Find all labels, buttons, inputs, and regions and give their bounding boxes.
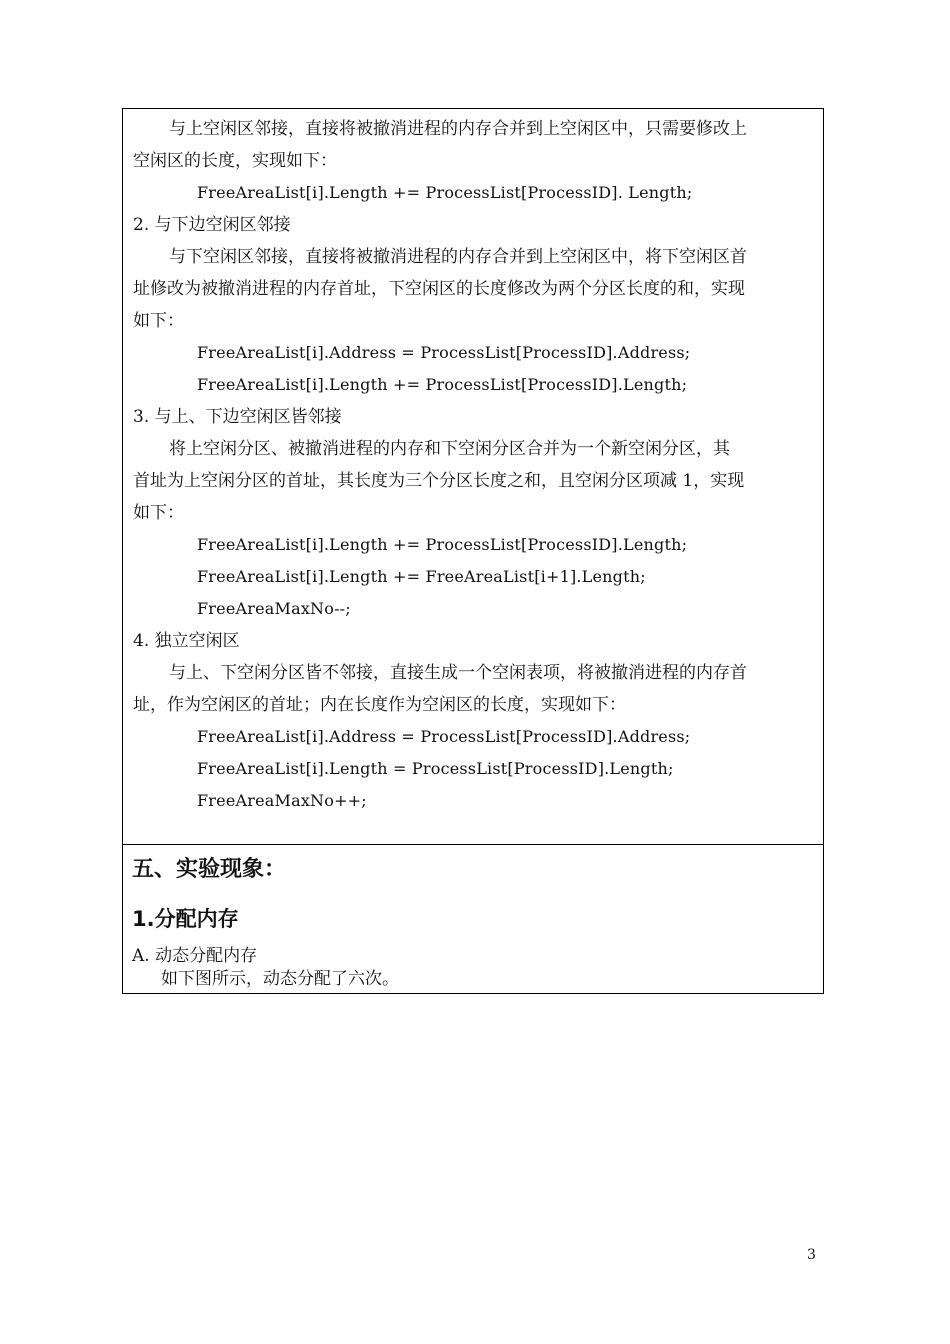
paragraph-independent-1: 与上、下空闲分区皆不邻接，直接生成一个空闲表项，将被撤消进程的内存首 (169, 663, 747, 683)
section-title: 五、实验现象： (132, 857, 287, 882)
code-line-3a: FreeAreaList[i].Length += ProcessList[ProcessID].Length; (197, 535, 688, 554)
paragraph-independent-2: 址，作为空闲区的首址；内在长度作为空闲区的长度，实现如下： (133, 695, 626, 715)
page-number: 3 (807, 1247, 816, 1263)
code-line-4b: FreeAreaList[i].Length = ProcessList[ProcessID].Length; (197, 759, 674, 778)
item-3-title: 3. 与上、下边空闲区皆邻接 (133, 407, 342, 427)
item-a-description: 如下图所示，动态分配了六次。 (161, 969, 399, 989)
paragraph-upper-adjacent-2: 空闲区的长度，实现如下： (133, 151, 337, 171)
code-line-2b: FreeAreaList[i].Length += ProcessList[ProcessID].Length; (197, 375, 688, 394)
code-line-1: FreeAreaList[i].Length += ProcessList[ProcessID]. Length; (197, 183, 693, 202)
code-line-3c: FreeAreaMaxNo--; (197, 599, 351, 618)
item-4-title: 4. 独立空闲区 (133, 631, 240, 651)
code-line-3b: FreeAreaList[i].Length += FreeAreaList[i+1].Length; (197, 567, 646, 586)
code-line-4a: FreeAreaList[i].Address = ProcessList[ProcessID].Address; (197, 727, 691, 746)
paragraph-lower-adjacent-3: 如下： (133, 311, 184, 331)
paragraph-both-adjacent-3: 如下： (133, 503, 184, 523)
report-table (122, 108, 824, 994)
item-2-title: 2. 与下边空闲区邻接 (133, 215, 291, 235)
paragraph-both-adjacent-2: 首址为上空闲分区的首址，其长度为三个分区长度之和，且空闲分区项减 1，实现 (133, 471, 745, 491)
code-line-2a: FreeAreaList[i].Address = ProcessList[ProcessID].Address; (197, 343, 691, 362)
merge-methods-cell (123, 109, 823, 845)
paragraph-lower-adjacent-1: 与下空闲区邻接，直接将被撤消进程的内存合并到上空闲区中，将下空闲区首 (169, 247, 747, 267)
experiment-phenomena-cell (123, 845, 823, 993)
paragraph-upper-adjacent-1: 与上空闲区邻接，直接将被撤消进程的内存合并到上空闲区中，只需要修改上 (169, 119, 747, 139)
paragraph-both-adjacent-1: 将上空闲分区、被撤消进程的内存和下空闲分区合并为一个新空闲分区，其 (169, 439, 730, 459)
subsection-title: 1.分配内存 (132, 907, 239, 931)
code-line-4c: FreeAreaMaxNo++; (197, 791, 367, 810)
paragraph-lower-adjacent-2: 址修改为被撤消进程的内存首址，下空闲区的长度修改为两个分区长度的和，实现 (133, 279, 745, 299)
item-a-title: A. 动态分配内存 (132, 946, 258, 966)
